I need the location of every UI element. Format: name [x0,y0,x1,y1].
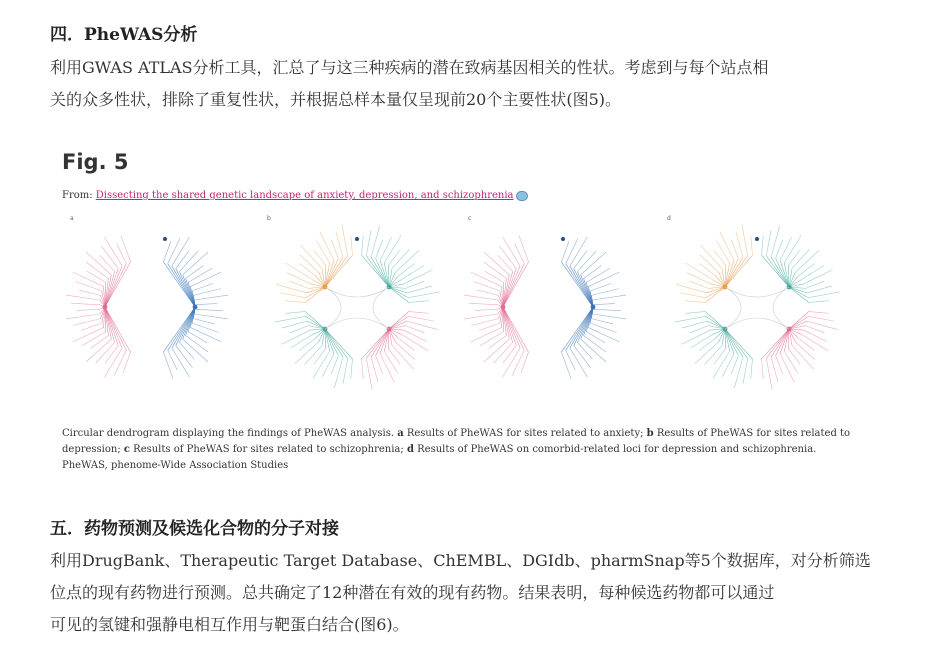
dendrogram-leaf [792,249,810,268]
dendrogram-branch [574,269,593,307]
dendrogram-leaf [799,338,815,350]
dendrogram-hub [103,305,108,310]
dendrogram-leaf [188,332,207,343]
dendrogram-leaf [316,241,330,263]
dendrogram-leaf [586,268,610,282]
dendrogram-branch [789,321,807,329]
dendrogram-leaf [806,326,825,333]
dendrogram-branch [105,264,126,307]
dendrogram-leaf [376,240,383,259]
dendrogram-leaf [285,301,305,303]
dendrogram-leaf [593,309,621,310]
dendrogram-leaf [179,251,198,272]
dendrogram-leaf [291,334,313,348]
dendrogram-leaf [795,342,814,360]
dendrogram-leaf [195,309,223,310]
dendrogram-leaf [96,342,115,363]
dendrogram-leaf [362,359,364,379]
dendrogram-leaf [176,251,189,269]
dendrogram-leaf [406,281,425,288]
dendrogram-leaf [388,349,400,365]
dendrogram-leaf [190,272,221,286]
dendrogram-leaf [699,264,715,276]
dendrogram-leaf [192,284,213,291]
dendrogram-leaf [408,292,439,298]
dendrogram-leaf [409,312,429,314]
panel-label: c [468,215,472,222]
dendrogram-branch [176,307,195,345]
dendrogram-branch [305,287,325,302]
dendrogram-leaf [121,236,131,262]
dendrogram-leaf [690,281,709,288]
dendrogram-leaf [734,357,743,388]
dendrogram-leaf [186,265,204,278]
dendrogram-branch [163,262,195,307]
dendrogram-branch [705,287,725,302]
dendrogram-leaf [484,262,507,279]
dendrogram-branch [725,329,738,356]
dendrogram-leaf [407,286,432,293]
dendrogram-branch [389,287,409,302]
dendrogram-branch [105,307,131,352]
dendrogram-branch [325,255,352,287]
dendrogram-leaf [807,321,838,330]
dendrogram-branch [503,264,524,307]
dendrogram-leaf [384,236,401,263]
dendrogram-leaf [66,295,100,300]
dendrogram-leaf [406,326,425,333]
dendrogram-branch [376,258,389,287]
dendrogram-leaf [342,224,348,255]
figure-title: Fig. 5 [62,150,129,174]
dendrogram-leaf [588,327,619,341]
dendrogram-leaf [714,349,726,365]
dendrogram-leaf [494,342,513,363]
dendrogram-leaf [807,286,832,293]
dendrogram-leaf [519,236,529,262]
section-paragraph-drug-prediction [50,545,900,641]
dendrogram-leaf [86,262,109,279]
dendrogram-leaf [314,249,326,265]
dendrogram-leaf [566,238,578,263]
dendrogram-branch [172,266,195,307]
dendrogram-leaf [584,335,607,352]
dendrogram-leaf [290,281,309,288]
dendrogram-leaf [285,312,305,314]
dendrogram-leaf [274,316,305,322]
dendrogram-leaf [762,235,764,255]
dendrogram-leaf [384,351,398,373]
dendrogram-leaf [380,354,394,383]
dendrogram-leaf [480,332,504,346]
caption-line: depression; c Results of PheWAS for sites related to schizophrenia; d Results of PheWAS on comorbid-related loci for depression and schizophrenia. [62,444,817,455]
dendrogram-leaf [179,342,194,358]
dendrogram-leaf [469,303,497,304]
dendrogram-branch [561,262,593,307]
dendrogram-leaf [376,356,383,375]
dendrogram-leaf [801,334,828,351]
dendrogram-leaf [586,332,605,343]
dendrogram-leaf [407,321,438,330]
dendrogram-leaf [577,251,596,272]
dendrogram-leaf [79,290,100,295]
dendrogram-leaf [282,330,311,344]
dendrogram-leaf [809,301,829,303]
dendrogram-branch [105,262,131,307]
dendrogram-leaf [282,321,307,328]
dendrogram-branch [566,307,593,350]
dendrogram-branch [789,287,809,302]
dendrogram-branch [776,258,789,287]
dendrogram-leaf [194,295,228,300]
dendrogram-leaf [475,309,497,310]
dendrogram-leaf [299,254,318,272]
dendrogram-branch [168,307,195,350]
source-label: From: [62,190,93,201]
dendrogram-leaf [105,345,118,363]
dendrogram-branch [570,266,593,307]
dendrogram-leaf [299,264,315,276]
dendrogram-leaf [788,349,800,365]
dendrogram-leaf [704,345,722,364]
dendrogram-leaf [590,323,616,332]
dendrogram-leaf [592,319,613,324]
dendrogram-leaf [399,264,415,276]
dendrogram-leaf [313,351,330,378]
dendrogram-leaf [784,236,801,263]
dendrogram-branch [362,255,389,287]
dendrogram-leaf [762,359,764,379]
paragraph-line: 可见的氢键和强静电相互作用与靶蛋白结合(图6)。 [50,615,409,634]
dendrogram-leaf [766,358,772,389]
dendrogram-branch [176,269,195,307]
dendrogram-leaf [331,240,338,259]
dendrogram-branch [172,307,195,348]
dendrogram-node [163,237,167,241]
dendrogram-leaf [691,334,713,348]
dendrogram-leaf [713,351,730,378]
dendrogram-leaf [401,266,423,280]
dendrogram-branch [503,307,529,352]
dendrogram-branch [762,255,789,287]
dendrogram-leaf [176,345,193,367]
paragraph-line: 利用GWAS ATLAS分析工具，汇总了与这三种疾病的潜在致病基因相关的性状。考虑到与每个站点相 [50,58,769,77]
dendrogram-leaf [401,334,428,351]
dendrogram-leaf [720,232,734,261]
dendrogram-branch [163,307,195,352]
dendrogram-leaf [592,295,626,300]
dendrogram-branch [307,321,325,329]
dendrogram-branch [305,312,325,329]
dendrogram-leaf [751,359,753,379]
dendrogram-branch [561,307,593,352]
dendrogram-branch [503,307,524,350]
dendrogram-leaf [192,323,218,332]
panel-label: d [667,215,671,222]
dendrogram-node [355,237,359,241]
dendrogram-leaf [561,352,571,378]
dendrogram-leaf [362,235,364,255]
dendrogram-leaf [304,345,322,364]
dendrogram-leaf [351,359,353,379]
dendrogram-leaf [82,332,106,346]
dendrogram-leaf [408,316,434,321]
dendrogram-leaf [804,270,833,284]
dendrogram-leaf [771,357,778,382]
dendrogram-leaf [574,251,587,269]
dendrogram-leaf [71,303,99,304]
dendrogram-leaf [299,338,315,350]
dendrogram-leaf [477,290,498,295]
paragraph-line: 关的众多性状，排除了重复性状，并根据总样本量仅呈现前20个主要性状(图5)。 [50,90,622,109]
dendrogram-leaf [736,232,743,257]
dendrogram-leaf [190,327,221,341]
dendrogram-leaf [66,314,100,319]
dendrogram-leaf [743,358,748,384]
dendrogram-leaf [392,249,410,268]
dendrogram-leaf [780,354,794,383]
dendrogram-branch [574,307,593,345]
dendrogram-leaf [592,314,626,319]
dendrogram-leaf [290,326,309,333]
dendrogram-leaf [276,284,307,293]
dendrogram-leaf [287,272,310,284]
dendrogram-leaf [682,321,707,328]
dendrogram-node [561,237,565,241]
dendrogram-leaf [771,226,780,257]
dendrogram-branch [776,329,789,356]
dendrogram-leaf [168,238,180,263]
dendrogram-hub [591,305,596,310]
dendrogram-leaf [336,232,343,257]
dendrogram-leaf [686,263,713,280]
dendrogram-branch [325,329,352,359]
dendrogram-leaf [690,326,709,333]
dendrogram-branch [762,329,789,359]
dendrogram-branch [725,329,752,359]
dendrogram-leaf [464,314,498,319]
dendrogram-leaf [331,356,338,375]
dendrogram-leaf [388,249,400,265]
dendrogram-leaf [685,301,705,303]
dendrogram-branch [389,321,407,329]
dendrogram-leaf [464,295,498,300]
dendrogram-core [325,287,389,329]
dendrogram-leaf [499,246,516,268]
dendrogram-leaf [471,327,502,341]
dendrogram-leaf [714,249,726,265]
dendrogram-hub [501,305,506,310]
dendrogram-leaf [503,345,516,363]
dendrogram-leaf [722,354,734,377]
dendrogram-leaf [73,327,104,341]
dendrogram-leaf [286,263,313,280]
external-link-icon[interactable] [516,191,528,201]
dendrogram-branch [566,264,593,307]
dendrogram-leaf [188,268,212,282]
dendrogram-branch [707,321,725,329]
dendrogram-leaf [716,241,730,263]
dendrogram-leaf [512,350,524,375]
dendrogram-leaf [776,356,783,375]
dendrogram-branch [325,329,338,356]
dendrogram-leaf [404,330,427,342]
dendrogram-leaf [804,330,827,342]
dendrogram-leaf [371,226,380,257]
dendrogram-leaf [334,357,343,388]
dendrogram-leaf [574,345,591,367]
dendrogram-branch [705,312,725,329]
dendrogram-leaf [685,312,705,314]
dendrogram-leaf [593,304,615,305]
dendrogram-leaf [682,330,711,344]
dendrogram-leaf [498,255,513,271]
dendrogram-leaf [399,338,415,350]
dendrogram-leaf [473,282,499,291]
dendrogram-branch [389,312,409,329]
dendrogram-leaf [776,240,783,259]
dendrogram-branch [725,255,752,287]
dendrogram-leaf [471,272,502,286]
dendrogram-branch [362,329,389,359]
dendrogram-leaf [680,293,706,298]
dendrogram-leaf [101,246,118,268]
dendrogram-node [755,237,759,241]
dendrogram-leaf [163,352,173,378]
dendrogram-leaf [100,255,115,271]
dendrogram-leaf [592,289,619,296]
dendrogram-branch [503,262,529,307]
dendrogram-leaf [687,272,710,284]
dendrogram-leaf [371,357,378,382]
dendrogram-leaf [186,335,209,352]
dendrogram-leaf [75,282,101,291]
dendrogram-leaf [194,289,221,296]
dendrogram-leaf [114,350,126,375]
dendrogram-leaf [799,264,815,276]
panel-label: a [70,215,74,222]
section-heading-drug-prediction: 五．药物预测及候选化合物的分子对接 [50,519,339,539]
dendrogram-leaf [588,272,619,286]
dendrogram-leaf [409,301,429,303]
paragraph-line: 利用DrugBank、Therapeutic Target Database、ChEMBL、DGIdb、pharmSnap等5个数据库，对分析筛选 [50,551,871,570]
dendrogram-branch [725,258,738,287]
dendrogram-leaf [195,304,217,305]
dendrogram-leaf [366,358,372,389]
dendrogram-leaf [404,270,433,284]
dendrogram-leaf [590,284,611,291]
caption-line: PheWAS, phenome-Wide Association Studies [62,460,289,471]
figure-source [62,190,528,201]
dendrogram-leaf [674,316,705,322]
dendrogram-branch [105,307,126,350]
dendrogram-leaf [194,314,228,319]
section-paragraph-phewas [50,52,900,116]
dendrogram-branch [168,264,195,307]
dendrogram-leaf [351,235,353,255]
dendrogram-leaf [742,224,748,255]
dendrogram-leaf [81,323,102,330]
dendrogram-branch [570,307,593,348]
dendrogram-leaf [808,316,834,321]
dendrogram-leaf [320,232,334,261]
dendrogram-leaf [87,271,106,282]
dendrogram-leaf [731,356,738,375]
dendrogram-leaf [366,230,371,256]
dendrogram-branch [376,329,389,356]
dendrogram-leaf [314,349,326,365]
dendrogram-leaf [77,309,99,310]
dendrogram-leaf [699,254,718,272]
figure-caption [62,426,852,474]
dendrogram-leaf [731,240,738,259]
dendrogram-leaf [806,281,825,288]
dendrogram-leaf [751,235,753,255]
caption-line: Circular dendrogram displaying the findings of PheWAS analysis. a Results of PheWAS for sites related to anxiety; b Results of PheWAS for sites related to [62,428,851,439]
dendrogram-leaf [280,293,306,298]
dendrogram-leaf [489,335,507,348]
dendrogram-leaf [194,319,215,324]
dendrogram-leaf [584,265,602,278]
dendrogram-leaf [471,319,498,326]
dendrogram-leaf [801,266,823,280]
dendrogram-leaf [808,292,839,298]
dendrogram-leaf [91,335,109,348]
dendrogram-hub [193,305,198,310]
dendrogram-leaf [485,271,504,282]
dendrogram-leaf [699,338,715,350]
dendrogram-leaf [676,284,707,293]
dendrogram-leaf [809,312,829,314]
dendrogram-leaf [322,354,334,377]
dendrogram-leaf [788,249,800,265]
dendrogram-leaf [766,230,771,256]
phewas-dendrogram-figure [60,212,860,422]
dendrogram-leaf [395,342,414,360]
panel-label: b [267,215,271,222]
dendrogram-leaf [343,358,348,384]
dendrogram-leaf [784,351,798,373]
paragraph-line: 位点的现有药物进行预测。总共确定了12种潜在有效的现有药物。结果表明，每种候选药物都可以通过 [50,583,775,602]
dendrogram-leaf [73,319,100,326]
dendrogram-branch [325,258,338,287]
dendrogram-leaf [73,272,104,286]
dendrogram-core [725,287,789,329]
dendrogram-leaf [479,323,500,330]
dendrogram-leaf [577,342,592,358]
section-heading-phewas: 四．PheWAS分析 [50,25,198,45]
dendrogram-branch [789,312,809,329]
dendrogram-leaf [780,237,792,260]
source-article-link[interactable]: Dissecting the shared genetic landscape of anxiety, depression, and schizophrenia [95,190,514,201]
dendrogram-leaf [380,237,392,260]
